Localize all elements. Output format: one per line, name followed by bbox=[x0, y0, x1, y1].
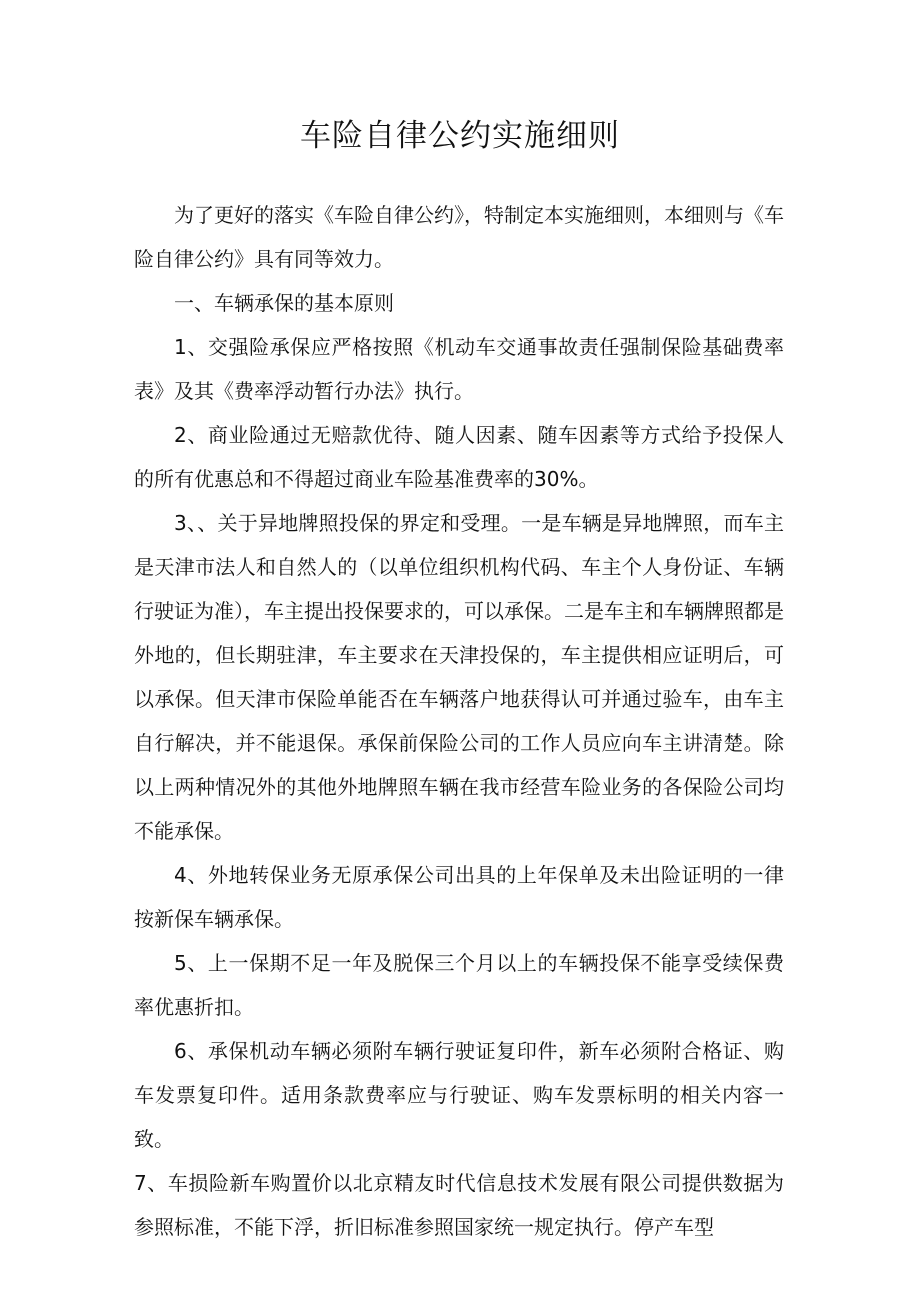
paragraph-item-4: 4、外地转保业务无原承保公司出具的上年保单及未出险证明的一律按新保车辆承保。 bbox=[134, 863, 784, 931]
document-title: 车险自律公约实施细则 bbox=[300, 118, 620, 154]
paragraph-intro: 为了更好的落实《车险自律公约》，特制定本实施细则，本细则与《车险自律公约》具有同等效力。 bbox=[134, 203, 784, 271]
document-body bbox=[134, 193, 784, 1249]
paragraph-item-3: 3、、关于异地牌照投保的界定和受理。一是车辆是异地牌照，而车主是天津市法人和自然人的（以单位组织机构代码、车主个人身份证、车辆行驶证为准），车主提出投保要求的，可以承保。二是车主和车辆牌照都是外地的，但长期驻津，车主要求在天津投保的，车主提供相应证明后，可以承保。但天津市保险单能否在车辆落户地获得认可并通过验车，由车主自行解决，并不能退保。承保前保险公司的工作人员应向车主讲清楚。除以上两种情况外的其他外地牌照车辆在我市经营车险业务的各保险公司均不能承保。 bbox=[134, 511, 784, 843]
paragraph-item-6: 6、承保机动车辆必须附车辆行驶证复印件，新车必须附合格证、购车发票复印件。适用条款费率应与行驶证、购车发票标明的相关内容一致。 bbox=[134, 1039, 784, 1151]
paragraph-item-1: 1、交强险承保应严格按照《机动车交通事故责任强制保险基础费率表》及其《费率浮动暂行办法》执行。 bbox=[134, 335, 784, 403]
section-heading-underwriting-principles: 一、车辆承保的基本原则 bbox=[174, 291, 394, 315]
paragraph-item-7: 7、车损险新车购置价以北京精友时代信息技术发展有限公司提供数据为参照标准，不能下浮，折旧标准参照国家统一规定执行。停产车型 bbox=[134, 1171, 784, 1239]
paragraph-item-2: 2、商业险通过无赔款优待、随人因素、随车因素等方式给予投保人的所有优惠总和不得超过商业车险基准费率的30%。 bbox=[134, 423, 784, 491]
paragraph-item-5: 5、上一保期不足一年及脱保三个月以上的车辆投保不能享受续保费率优惠折扣。 bbox=[134, 951, 784, 1019]
